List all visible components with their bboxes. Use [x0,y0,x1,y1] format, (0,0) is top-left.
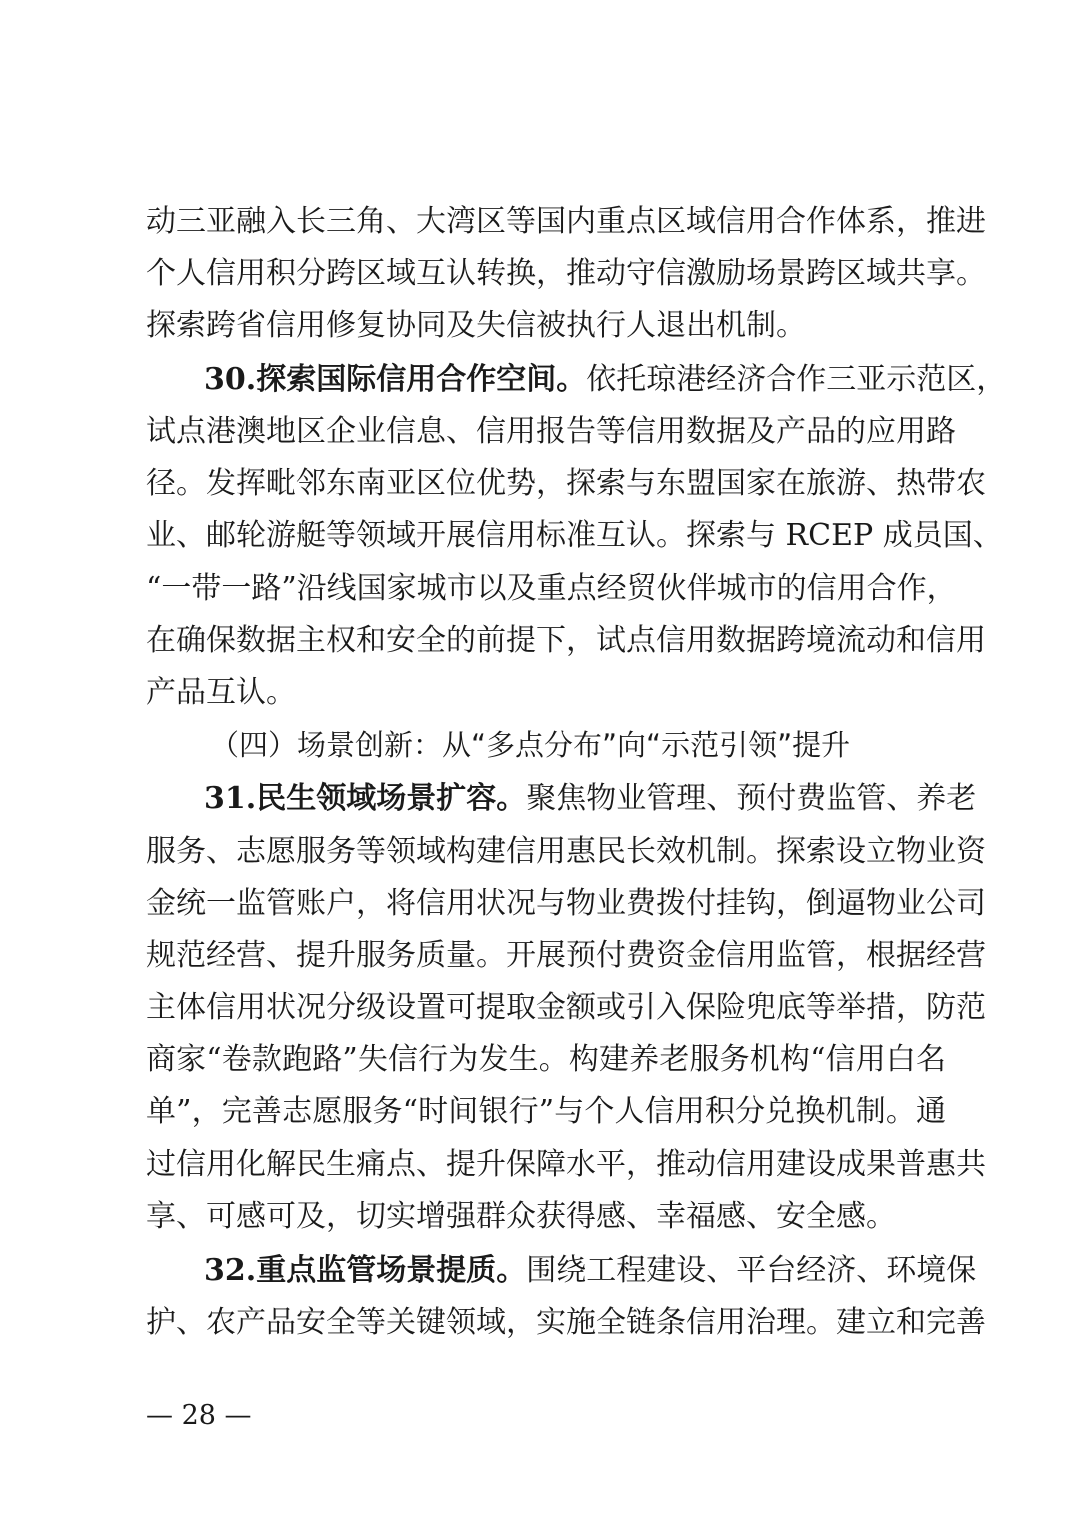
paragraph-line: 单”，完善志愿服务“时间银行”与个人信用积分兑换机制。通 [146,1094,946,1129]
paragraph-line: 服务、志愿服务等领域构建信用惠民长效机制。探索设立物业资 [146,834,986,869]
paragraph-line: 护、农产品安全等关键领域，实施全链条信用治理。建立和完善 [146,1305,986,1340]
paragraph-line: 探索跨省信用修复协同及失信被执行人退出机制。 [146,308,806,343]
paragraph-line: 商家“卷款跑路”失信行为发生。构建养老服务机构“信用白名 [146,1042,946,1077]
paragraph-line: 产品互认。 [146,675,296,710]
item-31-first-line [204,773,977,825]
item-30-title: 30.探索国际信用合作空间。 [204,362,587,397]
item-30-first-line [204,354,1007,406]
item-32-first-line [204,1245,977,1297]
section-heading: （四）场景创新：从“多点分布”向“示范引领”提升 [210,728,851,762]
paragraph-line: 业、邮轮游艇等领域开展信用标准互认。探索与 RCEP 成员国、 [146,518,1003,553]
page-number: — 28 — [146,1400,252,1431]
paragraph-line: 主体信用状况分级设置可提取金额或引入保险兜底等举措，防范 [146,990,986,1025]
item-30-text: 依托琼港经济合作三亚示范区， [586,362,1007,397]
paragraph-line: 径。发挥毗邻东南亚区位优势，探索与东盟国家在旅游、热带农 [146,466,986,501]
paragraph-line: 规范经营、提升服务质量。开展预付费资金信用监管，根据经营 [146,938,986,973]
paragraph-line: 试点港澳地区企业信息、信用报告等信用数据及产品的应用路 [146,414,956,449]
paragraph-line: 金统一监管账户，将信用状况与物业费拨付挂钩，倒逼物业公司 [146,886,986,921]
item-32-text: 围绕工程建设、平台经济、环境保 [526,1253,977,1288]
paragraph-line: 动三亚融入长三角、大湾区等国内重点区域信用合作体系，推进 [146,204,986,239]
paragraph-line: 享、可感可及，切实增强群众获得感、幸福感、安全感。 [146,1199,896,1234]
paragraph-line: 个人信用积分跨区域互认转换，推动守信激励场景跨区域共享。 [146,256,986,291]
paragraph-line: “一带一路”沿线国家城市以及重点经贸伙伴城市的信用合作， [146,571,957,606]
paragraph-line: 在确保数据主权和安全的前提下，试点信用数据跨境流动和信用 [146,623,986,658]
item-31-text: 聚焦物业管理、预付费监管、养老 [526,781,977,816]
item-31-title: 31.民生领域场景扩容。 [204,781,527,816]
item-32-title: 32.重点监管场景提质。 [204,1253,527,1288]
paragraph-line: 过信用化解民生痛点、提升保障水平，推动信用建设成果普惠共 [146,1147,986,1182]
